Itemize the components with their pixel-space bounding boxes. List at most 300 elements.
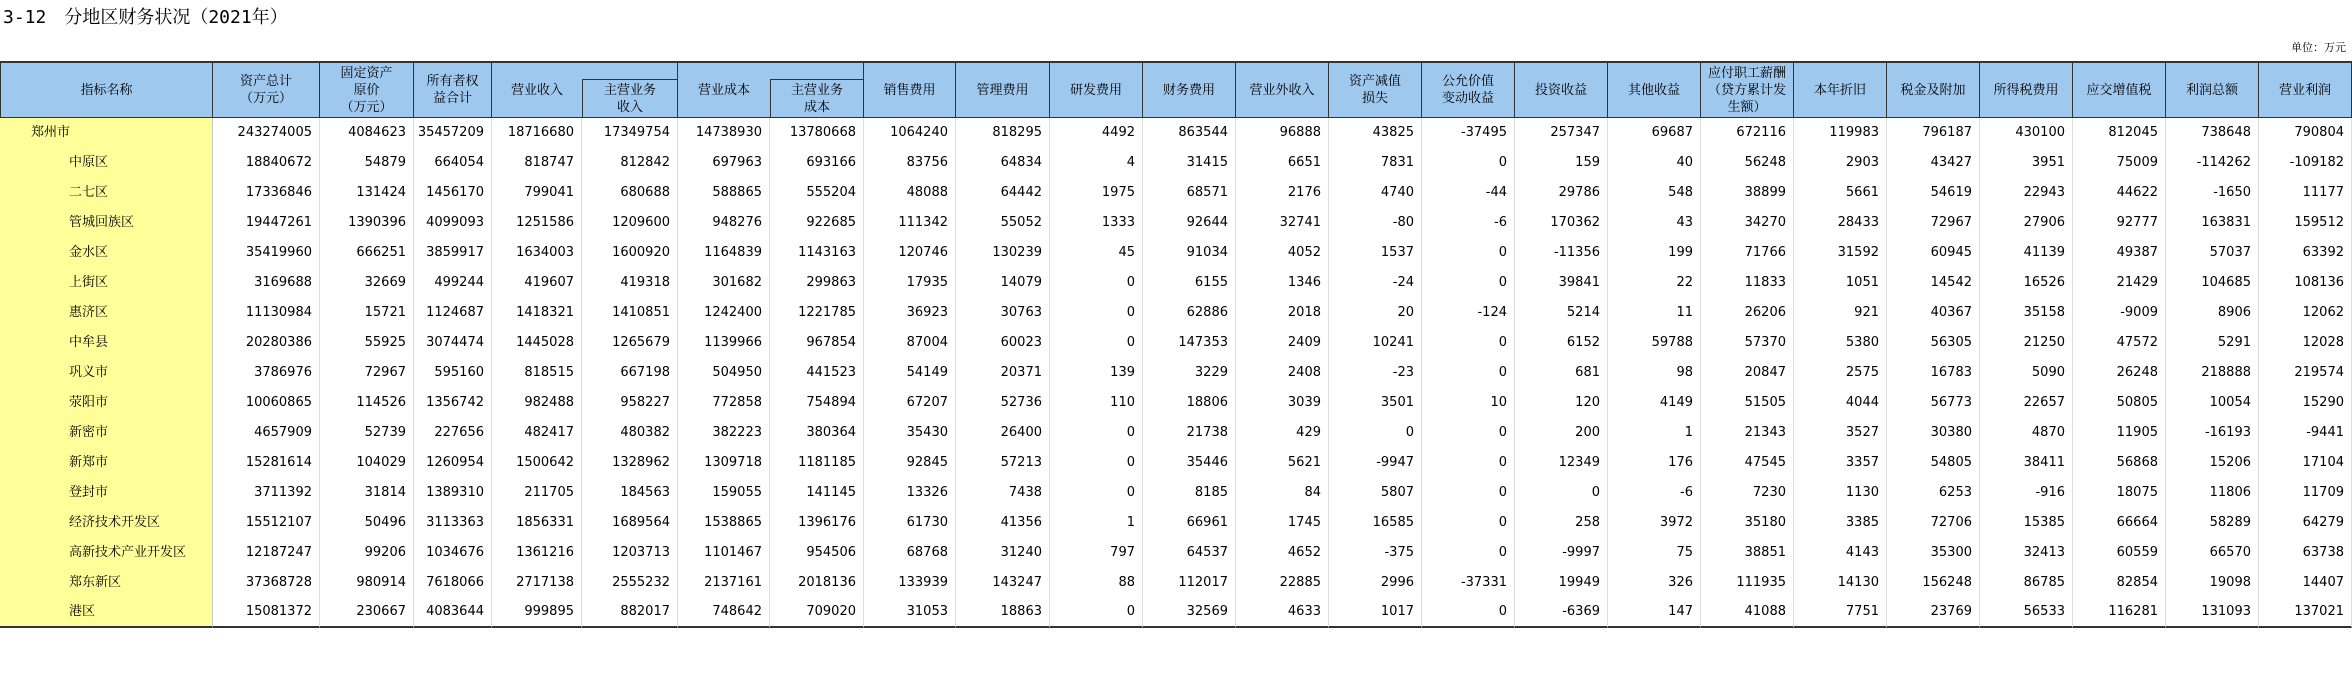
cell-main-business-revenue: 1265679 [582, 328, 678, 358]
district-row [0, 388, 2352, 418]
cell-operating-revenue: 1500642 [492, 448, 582, 478]
cell-other-income: 199 [1608, 238, 1701, 268]
cell-rd-expenses: 45 [1050, 238, 1143, 268]
cell-asset-impairment-loss: -9947 [1329, 448, 1422, 478]
cell-payroll-payable: 35180 [1701, 508, 1794, 538]
header-payroll-payable: 应付职工薪酬 （贷方累计发 生额） [1701, 61, 1794, 118]
cell-operating-profit: 159512 [2259, 208, 2352, 238]
cell-owners-equity: 4083644 [414, 598, 492, 628]
cell-income-tax-expense: 4870 [1980, 418, 2073, 448]
cell-total-assets: 20280386 [213, 328, 320, 358]
district-row [0, 598, 2352, 628]
cell-other-income: 98 [1608, 358, 1701, 388]
sub-column-box [770, 79, 863, 117]
cell-investment-income: -6369 [1515, 598, 1608, 628]
cell-vat-payable: 18075 [2073, 478, 2166, 508]
cell-vat-payable: 11905 [2073, 418, 2166, 448]
cell-annual-depreciation: 3357 [1794, 448, 1887, 478]
header-indicator-name: 指标名称 [0, 61, 213, 118]
cell-selling-expenses: 35430 [864, 418, 956, 448]
cell-owners-equity: 227656 [414, 418, 492, 448]
cell-taxes-and-surcharges: 16783 [1887, 358, 1980, 388]
cell-payroll-payable: 26206 [1701, 298, 1794, 328]
cell-total-profit: 58289 [2166, 508, 2259, 538]
cell-total-profit: 8906 [2166, 298, 2259, 328]
header-asset-impairment-loss: 资产减值 损失 [1329, 61, 1422, 118]
cell-financial-expenses: 66961 [1143, 508, 1236, 538]
table-body [0, 118, 2352, 628]
cell-main-business-cost: 967854 [770, 328, 864, 358]
cell-payroll-payable: 38851 [1701, 538, 1794, 568]
cell-investment-income: 681 [1515, 358, 1608, 388]
cell-admin-expenses: 143247 [956, 568, 1050, 598]
cell-operating-profit: -9441 [2259, 418, 2352, 448]
header-total-assets: 资产总计 （万元） [213, 61, 320, 118]
header-financial-expenses: 财务费用 [1143, 61, 1236, 118]
header-income-tax-expense: 所得税费用 [1980, 61, 2073, 118]
cell-non-operating-income: 2018 [1236, 298, 1329, 328]
region-name: 高新技术产业开发区 [0, 538, 213, 568]
finance-by-region-table [0, 61, 2352, 628]
cell-fixed-assets-original-value: 104029 [320, 448, 414, 478]
cell-investment-income: 120 [1515, 388, 1608, 418]
cell-operating-cost: 748642 [678, 598, 770, 628]
cell-fair-value-change-gain: 0 [1422, 598, 1515, 628]
cell-vat-payable: 47572 [2073, 328, 2166, 358]
cell-financial-expenses: 6155 [1143, 268, 1236, 298]
cell-annual-depreciation: 4044 [1794, 388, 1887, 418]
district-row [0, 448, 2352, 478]
district-row [0, 478, 2352, 508]
cell-fixed-assets-original-value: 55925 [320, 328, 414, 358]
cell-annual-depreciation: 14130 [1794, 568, 1887, 598]
district-row [0, 298, 2352, 328]
district-row [0, 328, 2352, 358]
cell-non-operating-income: 2176 [1236, 178, 1329, 208]
cell-asset-impairment-loss: -80 [1329, 208, 1422, 238]
cell-owners-equity: 4099093 [414, 208, 492, 238]
cell-income-tax-expense: -916 [1980, 478, 2073, 508]
cell-selling-expenses: 92845 [864, 448, 956, 478]
cell-selling-expenses: 83756 [864, 148, 956, 178]
cell-investment-income: 6152 [1515, 328, 1608, 358]
cell-main-business-cost: 1396176 [770, 508, 864, 538]
cell-main-business-cost: 1181185 [770, 448, 864, 478]
cell-operating-revenue: 1361216 [492, 538, 582, 568]
cell-operating-revenue: 1856331 [492, 508, 582, 538]
header-row [0, 61, 2352, 118]
cell-investment-income: 258 [1515, 508, 1608, 538]
cell-rd-expenses: 0 [1050, 298, 1143, 328]
cell-total-profit: -114262 [2166, 148, 2259, 178]
cell-other-income: 69687 [1608, 118, 1701, 148]
cell-main-business-revenue: 1689564 [582, 508, 678, 538]
cell-fair-value-change-gain: -44 [1422, 178, 1515, 208]
header-fixed-assets-original-value: 固定资产 原价 （万元） [320, 61, 414, 118]
cell-fixed-assets-original-value: 50496 [320, 508, 414, 538]
cell-taxes-and-surcharges: 23769 [1887, 598, 1980, 628]
cell-selling-expenses: 17935 [864, 268, 956, 298]
cell-income-tax-expense: 430100 [1980, 118, 2073, 148]
cell-fair-value-change-gain: -6 [1422, 208, 1515, 238]
cell-vat-payable: 66664 [2073, 508, 2166, 538]
cell-total-profit: 104685 [2166, 268, 2259, 298]
region-name: 港区 [0, 598, 213, 628]
region-name: 中原区 [0, 148, 213, 178]
cell-total-assets: 37368728 [213, 568, 320, 598]
cell-non-operating-income: 4633 [1236, 598, 1329, 628]
cell-total-assets: 243274005 [213, 118, 320, 148]
cell-main-business-cost: 2018136 [770, 568, 864, 598]
header-rd-expenses: 研发费用 [1050, 61, 1143, 118]
cell-main-business-revenue: 17349754 [582, 118, 678, 148]
header-selling-expenses: 销售费用 [864, 61, 956, 118]
cell-other-income: -6 [1608, 478, 1701, 508]
cell-total-assets: 3169688 [213, 268, 320, 298]
cell-income-tax-expense: 16526 [1980, 268, 2073, 298]
cell-asset-impairment-loss: 1537 [1329, 238, 1422, 268]
header-investment-income: 投资收益 [1515, 61, 1608, 118]
cell-investment-income: 257347 [1515, 118, 1608, 148]
cell-income-tax-expense: 5090 [1980, 358, 2073, 388]
cell-operating-cost: 772858 [678, 388, 770, 418]
cell-vat-payable: 812045 [2073, 118, 2166, 148]
cell-operating-revenue: 211705 [492, 478, 582, 508]
cell-taxes-and-surcharges: 35300 [1887, 538, 1980, 568]
cell-taxes-and-surcharges: 156248 [1887, 568, 1980, 598]
cell-owners-equity: 35457209 [414, 118, 492, 148]
table-header [0, 61, 2352, 118]
cell-annual-depreciation: 28433 [1794, 208, 1887, 238]
cell-fair-value-change-gain: 0 [1422, 508, 1515, 538]
cell-other-income: 548 [1608, 178, 1701, 208]
cell-non-operating-income: 5621 [1236, 448, 1329, 478]
cell-operating-revenue: 1251586 [492, 208, 582, 238]
cell-asset-impairment-loss: 5807 [1329, 478, 1422, 508]
cell-investment-income: 39841 [1515, 268, 1608, 298]
cell-selling-expenses: 48088 [864, 178, 956, 208]
cell-other-income: 11 [1608, 298, 1701, 328]
cell-vat-payable: 82854 [2073, 568, 2166, 598]
cell-other-income: 1 [1608, 418, 1701, 448]
region-name: 登封市 [0, 478, 213, 508]
cell-total-profit: 57037 [2166, 238, 2259, 268]
cell-non-operating-income: 2409 [1236, 328, 1329, 358]
cell-main-business-revenue: 812842 [582, 148, 678, 178]
cell-vat-payable: 75009 [2073, 148, 2166, 178]
cell-total-profit: -16193 [2166, 418, 2259, 448]
cell-selling-expenses: 120746 [864, 238, 956, 268]
cell-admin-expenses: 64442 [956, 178, 1050, 208]
cell-financial-expenses: 91034 [1143, 238, 1236, 268]
cell-non-operating-income: 4652 [1236, 538, 1329, 568]
cell-payroll-payable: 111935 [1701, 568, 1794, 598]
header-taxes-and-surcharges: 税金及附加 [1887, 61, 1980, 118]
cell-investment-income: 29786 [1515, 178, 1608, 208]
cell-other-income: 40 [1608, 148, 1701, 178]
cell-operating-revenue: 1418321 [492, 298, 582, 328]
cell-annual-depreciation: 2575 [1794, 358, 1887, 388]
cell-taxes-and-surcharges: 40367 [1887, 298, 1980, 328]
cell-total-profit: 15206 [2166, 448, 2259, 478]
cell-operating-profit: 12062 [2259, 298, 2352, 328]
cell-operating-revenue: 982488 [492, 388, 582, 418]
cell-annual-depreciation: 3385 [1794, 508, 1887, 538]
cell-investment-income: 12349 [1515, 448, 1608, 478]
cell-vat-payable: 60559 [2073, 538, 2166, 568]
cell-owners-equity: 3113363 [414, 508, 492, 538]
cell-taxes-and-surcharges: 30380 [1887, 418, 1980, 448]
cell-main-business-revenue: 2555232 [582, 568, 678, 598]
cell-non-operating-income: 1745 [1236, 508, 1329, 538]
cell-main-business-cost: 693166 [770, 148, 864, 178]
cell-non-operating-income: 2408 [1236, 358, 1329, 388]
cell-non-operating-income: 32741 [1236, 208, 1329, 238]
cell-other-income: 22 [1608, 268, 1701, 298]
cell-owners-equity: 1260954 [414, 448, 492, 478]
cell-vat-payable: 21429 [2073, 268, 2166, 298]
cell-investment-income: 19949 [1515, 568, 1608, 598]
region-name: 郑东新区 [0, 568, 213, 598]
cell-rd-expenses: 0 [1050, 448, 1143, 478]
cell-operating-profit: 11709 [2259, 478, 2352, 508]
cell-main-business-revenue: 480382 [582, 418, 678, 448]
cell-total-assets: 3711392 [213, 478, 320, 508]
cell-operating-cost: 1164839 [678, 238, 770, 268]
cell-other-income: 147 [1608, 598, 1701, 628]
cell-operating-cost: 14738930 [678, 118, 770, 148]
cell-admin-expenses: 64834 [956, 148, 1050, 178]
region-name: 郑州市 [0, 118, 213, 148]
cell-annual-depreciation: 1051 [1794, 268, 1887, 298]
cell-income-tax-expense: 56533 [1980, 598, 2073, 628]
header-total-profit: 利润总额 [2166, 61, 2259, 118]
header-main-business-cost-label: 主营业务 成本 [790, 82, 843, 115]
cell-investment-income: -11356 [1515, 238, 1608, 268]
district-row [0, 268, 2352, 298]
cell-operating-profit: 12028 [2259, 328, 2352, 358]
cell-rd-expenses: 0 [1050, 268, 1143, 298]
cell-vat-payable: 44622 [2073, 178, 2166, 208]
cell-fixed-assets-original-value: 1390396 [320, 208, 414, 238]
cell-annual-depreciation: 4143 [1794, 538, 1887, 568]
district-row [0, 538, 2352, 568]
region-name: 上街区 [0, 268, 213, 298]
cell-investment-income: 170362 [1515, 208, 1608, 238]
cell-fair-value-change-gain: 0 [1422, 448, 1515, 478]
cell-total-profit: 11806 [2166, 478, 2259, 508]
cell-payroll-payable: 7230 [1701, 478, 1794, 508]
cell-main-business-revenue: 1209600 [582, 208, 678, 238]
cell-main-business-cost: 555204 [770, 178, 864, 208]
cell-operating-revenue: 999895 [492, 598, 582, 628]
cell-annual-depreciation: 1130 [1794, 478, 1887, 508]
cell-rd-expenses: 1333 [1050, 208, 1143, 238]
cell-total-assets: 18840672 [213, 148, 320, 178]
cell-admin-expenses: 14079 [956, 268, 1050, 298]
cell-operating-revenue: 419607 [492, 268, 582, 298]
cell-payroll-payable: 47545 [1701, 448, 1794, 478]
cell-non-operating-income: 1346 [1236, 268, 1329, 298]
cell-non-operating-income: 429 [1236, 418, 1329, 448]
cell-financial-expenses: 3229 [1143, 358, 1236, 388]
cell-operating-cost: 2137161 [678, 568, 770, 598]
cell-operating-cost: 1309718 [678, 448, 770, 478]
cell-operating-cost: 588865 [678, 178, 770, 208]
cell-vat-payable: 50805 [2073, 388, 2166, 418]
cell-asset-impairment-loss: 0 [1329, 418, 1422, 448]
cell-main-business-revenue: 680688 [582, 178, 678, 208]
cell-annual-depreciation: 119983 [1794, 118, 1887, 148]
cell-owners-equity: 3859917 [414, 238, 492, 268]
district-row [0, 418, 2352, 448]
cell-operating-revenue: 2717138 [492, 568, 582, 598]
cell-operating-revenue: 818747 [492, 148, 582, 178]
cell-annual-depreciation: 921 [1794, 298, 1887, 328]
cell-total-profit: 163831 [2166, 208, 2259, 238]
cell-payroll-payable: 21343 [1701, 418, 1794, 448]
header-vat-payable: 应交增值税 [2073, 61, 2166, 118]
cell-admin-expenses: 55052 [956, 208, 1050, 238]
city-total-row [0, 118, 2352, 148]
cell-operating-cost: 1242400 [678, 298, 770, 328]
cell-financial-expenses: 18806 [1143, 388, 1236, 418]
cell-non-operating-income: 22885 [1236, 568, 1329, 598]
cell-selling-expenses: 36923 [864, 298, 956, 328]
region-name: 中牟县 [0, 328, 213, 358]
cell-asset-impairment-loss: 16585 [1329, 508, 1422, 538]
cell-selling-expenses: 54149 [864, 358, 956, 388]
cell-financial-expenses: 8185 [1143, 478, 1236, 508]
cell-main-business-revenue: 667198 [582, 358, 678, 388]
cell-total-profit: 131093 [2166, 598, 2259, 628]
cell-payroll-payable: 672116 [1701, 118, 1794, 148]
cell-rd-expenses: 1975 [1050, 178, 1143, 208]
cell-selling-expenses: 61730 [864, 508, 956, 538]
cell-operating-cost: 159055 [678, 478, 770, 508]
header-operating-revenue: 营业收入 [492, 61, 582, 118]
header-other-income: 其他收益 [1608, 61, 1701, 118]
district-row [0, 148, 2352, 178]
cell-financial-expenses: 92644 [1143, 208, 1236, 238]
cell-rd-expenses: 4492 [1050, 118, 1143, 148]
cell-payroll-payable: 41088 [1701, 598, 1794, 628]
cell-rd-expenses: 88 [1050, 568, 1143, 598]
region-name: 新密市 [0, 418, 213, 448]
cell-main-business-revenue: 184563 [582, 478, 678, 508]
cell-total-assets: 35419960 [213, 238, 320, 268]
cell-total-assets: 3786976 [213, 358, 320, 388]
cell-total-assets: 15081372 [213, 598, 320, 628]
cell-operating-cost: 1139966 [678, 328, 770, 358]
cell-rd-expenses: 4 [1050, 148, 1143, 178]
cell-total-profit: 5291 [2166, 328, 2259, 358]
cell-income-tax-expense: 86785 [1980, 568, 2073, 598]
cell-asset-impairment-loss: 1017 [1329, 598, 1422, 628]
cell-selling-expenses: 1064240 [864, 118, 956, 148]
cell-owners-equity: 499244 [414, 268, 492, 298]
cell-operating-revenue: 1634003 [492, 238, 582, 268]
cell-operating-profit: 108136 [2259, 268, 2352, 298]
cell-investment-income: 200 [1515, 418, 1608, 448]
cell-asset-impairment-loss: -24 [1329, 268, 1422, 298]
cell-other-income: 43 [1608, 208, 1701, 238]
cell-asset-impairment-loss: 10241 [1329, 328, 1422, 358]
cell-non-operating-income: 6651 [1236, 148, 1329, 178]
cell-fixed-assets-original-value: 114526 [320, 388, 414, 418]
cell-selling-expenses: 87004 [864, 328, 956, 358]
cell-taxes-and-surcharges: 56305 [1887, 328, 1980, 358]
cell-owners-equity: 1456170 [414, 178, 492, 208]
cell-main-business-revenue: 1328962 [582, 448, 678, 478]
cell-income-tax-expense: 27906 [1980, 208, 2073, 238]
cell-operating-cost: 1101467 [678, 538, 770, 568]
cell-operating-revenue: 818515 [492, 358, 582, 388]
cell-main-business-cost: 754894 [770, 388, 864, 418]
cell-fixed-assets-original-value: 32669 [320, 268, 414, 298]
cell-total-profit: -1650 [2166, 178, 2259, 208]
cell-rd-expenses: 0 [1050, 328, 1143, 358]
cell-investment-income: 0 [1515, 478, 1608, 508]
cell-fixed-assets-original-value: 666251 [320, 238, 414, 268]
cell-fair-value-change-gain: 10 [1422, 388, 1515, 418]
cell-taxes-and-surcharges: 6253 [1887, 478, 1980, 508]
cell-fair-value-change-gain: 0 [1422, 478, 1515, 508]
cell-owners-equity: 7618066 [414, 568, 492, 598]
cell-operating-cost: 1538865 [678, 508, 770, 538]
cell-selling-expenses: 111342 [864, 208, 956, 238]
cell-operating-profit: 790804 [2259, 118, 2352, 148]
cell-operating-revenue: 1445028 [492, 328, 582, 358]
cell-taxes-and-surcharges: 54805 [1887, 448, 1980, 478]
cell-income-tax-expense: 32413 [1980, 538, 2073, 568]
cell-owners-equity: 1389310 [414, 478, 492, 508]
cell-vat-payable: -9009 [2073, 298, 2166, 328]
cell-non-operating-income: 96888 [1236, 118, 1329, 148]
cell-main-business-cost: 922685 [770, 208, 864, 238]
header-operating-profit: 营业利润 [2259, 61, 2352, 118]
header-main-business-cost [770, 61, 864, 118]
cell-total-profit: 218888 [2166, 358, 2259, 388]
cell-other-income: 326 [1608, 568, 1701, 598]
cell-taxes-and-surcharges: 60945 [1887, 238, 1980, 268]
cell-payroll-payable: 38899 [1701, 178, 1794, 208]
cell-asset-impairment-loss: 7831 [1329, 148, 1422, 178]
cell-selling-expenses: 31053 [864, 598, 956, 628]
cell-fixed-assets-original-value: 54879 [320, 148, 414, 178]
cell-rd-expenses: 1 [1050, 508, 1143, 538]
cell-operating-profit: 11177 [2259, 178, 2352, 208]
cell-annual-depreciation: 7751 [1794, 598, 1887, 628]
cell-asset-impairment-loss: -375 [1329, 538, 1422, 568]
cell-total-profit: 66570 [2166, 538, 2259, 568]
cell-main-business-revenue: 958227 [582, 388, 678, 418]
region-name: 巩义市 [0, 358, 213, 388]
cell-fair-value-change-gain: 0 [1422, 148, 1515, 178]
cell-asset-impairment-loss: 43825 [1329, 118, 1422, 148]
cell-rd-expenses: 0 [1050, 478, 1143, 508]
cell-main-business-revenue: 1203713 [582, 538, 678, 568]
cell-fair-value-change-gain: -37331 [1422, 568, 1515, 598]
cell-taxes-and-surcharges: 14542 [1887, 268, 1980, 298]
cell-taxes-and-surcharges: 43427 [1887, 148, 1980, 178]
cell-operating-cost: 382223 [678, 418, 770, 448]
cell-fixed-assets-original-value: 31814 [320, 478, 414, 508]
cell-asset-impairment-loss: 2996 [1329, 568, 1422, 598]
cell-payroll-payable: 71766 [1701, 238, 1794, 268]
region-name: 管城回族区 [0, 208, 213, 238]
cell-investment-income: -9997 [1515, 538, 1608, 568]
